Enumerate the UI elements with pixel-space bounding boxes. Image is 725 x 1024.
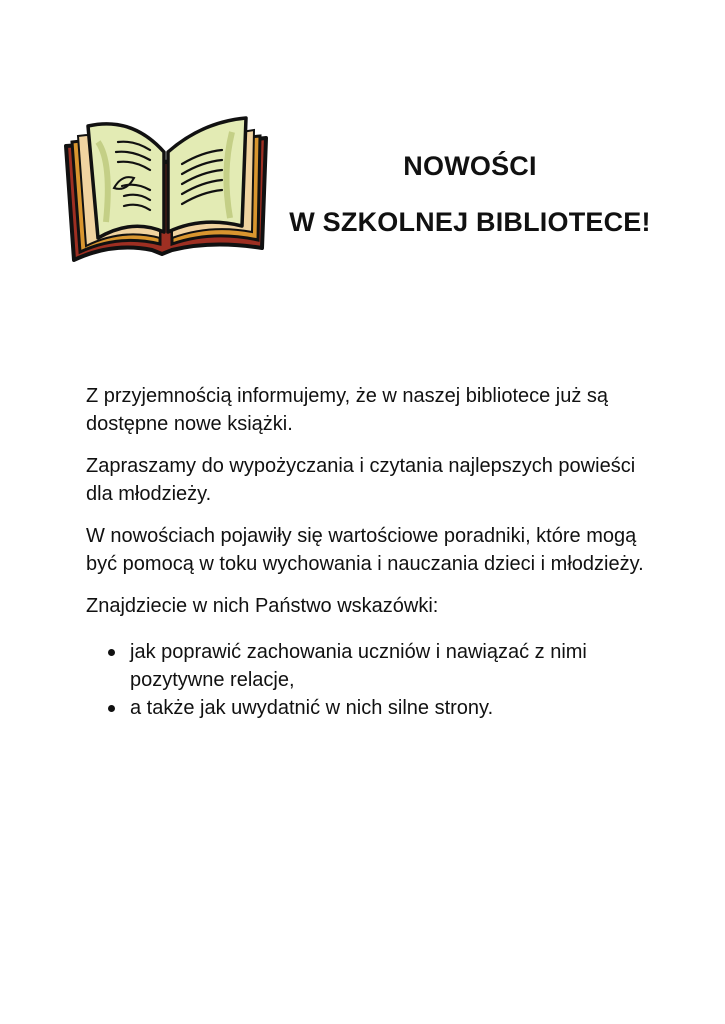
paragraph-guides: W nowościach pojawiły się wartościowe poradniki, które mogą być pomocą w toku wychowania i nauczania dzieci i młodzieży.	[86, 525, 644, 575]
tips-list	[86, 638, 666, 722]
paragraph-invitation: Zapraszamy do wypożyczania i czytania najlepszych powieści dla młodzieży.	[86, 455, 636, 505]
bullet-icon	[108, 705, 115, 712]
paragraph-tips-intro: Znajdziecie w nich Państwo wskazówki:	[86, 595, 439, 617]
bullet-icon	[108, 649, 115, 656]
page-title	[280, 138, 660, 250]
list-item-text: a także jak uwydatnić w nich silne strony.	[130, 697, 494, 719]
paragraph-intro: Z przyjemnością informujemy, że w naszej bibliotece już są dostępne nowe książki.	[86, 385, 609, 435]
title-line-1: NOWOŚCI	[403, 151, 537, 181]
list-item	[86, 638, 666, 694]
list-item	[86, 694, 666, 722]
list-item-text: jak poprawić zachowania uczniów i nawiązać z nimi pozytywne relacje,	[130, 641, 587, 691]
announcement-body	[86, 382, 666, 722]
open-book-icon	[52, 102, 270, 266]
title-line-2: W SZKOLNEJ BIBLIOTECE!	[289, 207, 651, 237]
